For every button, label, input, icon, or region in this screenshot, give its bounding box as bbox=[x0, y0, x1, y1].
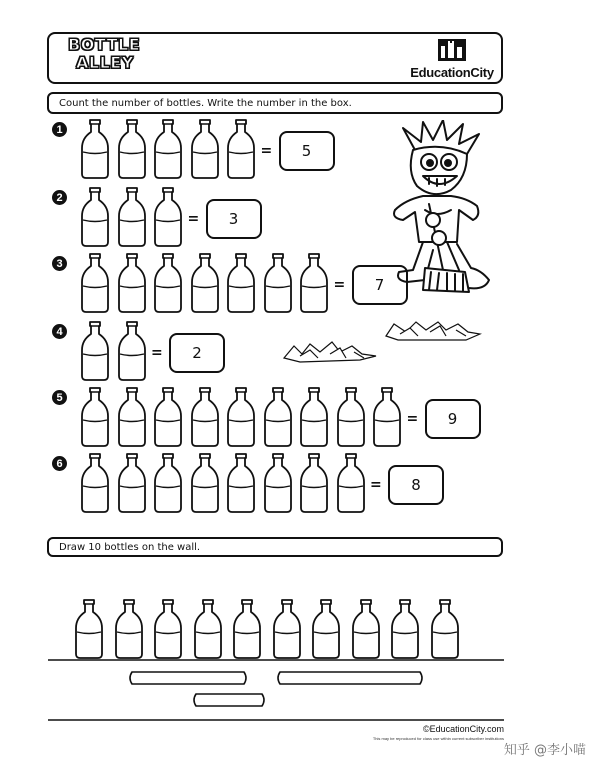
bottle-icon bbox=[153, 598, 183, 660]
bottle bbox=[263, 386, 293, 448]
bottle bbox=[190, 386, 220, 448]
bottle-icon bbox=[190, 118, 220, 180]
educationcity-logo bbox=[404, 38, 500, 82]
bottle bbox=[226, 386, 256, 448]
bottle bbox=[80, 320, 110, 382]
bottle-alley-logo bbox=[56, 36, 146, 80]
exercise-number: 5 bbox=[52, 390, 67, 405]
bottle bbox=[190, 252, 220, 314]
bottle bbox=[117, 452, 147, 514]
bottle-icon bbox=[263, 452, 293, 514]
bottle-icon bbox=[226, 118, 256, 180]
wall-bottle bbox=[272, 598, 302, 660]
bottle bbox=[117, 186, 147, 248]
wall-bottle bbox=[232, 598, 262, 660]
bottle bbox=[80, 186, 110, 248]
bottle bbox=[153, 186, 183, 248]
wall bbox=[48, 658, 508, 722]
bottle-icon bbox=[226, 252, 256, 314]
equals-sign: = bbox=[187, 211, 200, 227]
bottle-icon bbox=[114, 598, 144, 660]
bottle-icon bbox=[430, 598, 460, 660]
wall-bottle bbox=[153, 598, 183, 660]
bottle bbox=[226, 118, 256, 180]
bottle-icon bbox=[263, 252, 293, 314]
bottle bbox=[117, 118, 147, 180]
wall-bottle bbox=[74, 598, 104, 660]
bottle-icon bbox=[80, 118, 110, 180]
wall-bottle bbox=[390, 598, 420, 660]
bottle bbox=[153, 386, 183, 448]
exercise-number: 2 bbox=[52, 190, 67, 205]
bottle-icon bbox=[299, 452, 329, 514]
bottle-icon bbox=[193, 598, 223, 660]
equals-sign: = bbox=[260, 143, 273, 159]
answer-box[interactable]: 5 bbox=[279, 131, 335, 171]
copyright: ©EducationCity.com bbox=[423, 724, 504, 734]
bottle bbox=[80, 452, 110, 514]
bottle-icon bbox=[263, 386, 293, 448]
watermark: 知乎 @李小喵 bbox=[503, 743, 586, 758]
equals-sign: = bbox=[406, 411, 419, 427]
bottle-icon bbox=[190, 252, 220, 314]
equals-sign: = bbox=[333, 277, 346, 293]
bottle-icon bbox=[153, 252, 183, 314]
bottle-icon bbox=[299, 386, 329, 448]
bottle-icon bbox=[153, 118, 183, 180]
bottle bbox=[263, 452, 293, 514]
bottle-icon bbox=[390, 598, 420, 660]
answer-box[interactable]: 3 bbox=[206, 199, 262, 239]
wall-bottle bbox=[430, 598, 460, 660]
exercise-number: 6 bbox=[52, 456, 67, 471]
bottle bbox=[336, 452, 366, 514]
wall-bottle bbox=[351, 598, 381, 660]
bottle bbox=[190, 452, 220, 514]
bottle-icon bbox=[117, 252, 147, 314]
bottle-icon bbox=[299, 252, 329, 314]
exercise-number: 3 bbox=[52, 256, 67, 271]
bottle bbox=[336, 386, 366, 448]
bottle bbox=[117, 386, 147, 448]
equals-sign: = bbox=[370, 477, 382, 493]
bottle-icon bbox=[80, 386, 110, 448]
bottle-icon bbox=[336, 452, 366, 514]
bottle bbox=[117, 252, 147, 314]
answer-box[interactable]: 2 bbox=[169, 333, 225, 373]
bottle-icon bbox=[80, 186, 110, 248]
answer-box[interactable]: 7 bbox=[352, 265, 408, 305]
bottle-icon bbox=[372, 386, 402, 448]
bottle bbox=[80, 386, 110, 448]
bottle-icon bbox=[336, 386, 366, 448]
count-instruction-text: Count the number of bottles. Write the number in the box. bbox=[59, 97, 352, 109]
draw-instruction bbox=[47, 537, 503, 557]
bottle-icon bbox=[311, 598, 341, 660]
bottle-icon bbox=[117, 320, 147, 382]
bottle-icon bbox=[153, 186, 183, 248]
bottle bbox=[372, 386, 402, 448]
bottle-icon bbox=[226, 386, 256, 448]
answer-box[interactable]: 8 bbox=[388, 465, 444, 505]
bottle-icon bbox=[232, 598, 262, 660]
equals-sign: = bbox=[151, 345, 163, 361]
bottle-icon bbox=[117, 452, 147, 514]
bottle-icon bbox=[226, 452, 256, 514]
logo-line1: BOTTLE bbox=[68, 35, 141, 54]
bottle-icon bbox=[351, 598, 381, 660]
bottle bbox=[80, 252, 110, 314]
exercise-number: 1 bbox=[52, 122, 67, 137]
bottle-icon bbox=[153, 452, 183, 514]
debris-pile-right bbox=[382, 318, 482, 344]
usage-notice: This may be reproduced for class use within current subscriber institutions bbox=[372, 736, 504, 741]
bottle-icon bbox=[272, 598, 302, 660]
bottle bbox=[263, 252, 293, 314]
bottle-icon bbox=[80, 252, 110, 314]
bottle-icon bbox=[80, 452, 110, 514]
bottle bbox=[226, 252, 256, 314]
bottle bbox=[153, 452, 183, 514]
bottle-icon bbox=[80, 320, 110, 382]
bottle bbox=[299, 252, 329, 314]
bottle-icon bbox=[117, 118, 147, 180]
draw-instruction-text: Draw 10 bottles on the wall. bbox=[59, 541, 201, 553]
answer-box[interactable]: 9 bbox=[425, 399, 481, 439]
bottle-icon bbox=[190, 386, 220, 448]
wall-bottle bbox=[193, 598, 223, 660]
exercise-number: 4 bbox=[52, 324, 67, 339]
wall-bottle bbox=[114, 598, 144, 660]
bottle bbox=[153, 252, 183, 314]
wall-bottle bbox=[311, 598, 341, 660]
bottle-icon bbox=[117, 186, 147, 248]
bottle-icon bbox=[117, 386, 147, 448]
bottle-icon bbox=[190, 452, 220, 514]
logo-line2: ALLEY bbox=[76, 53, 134, 72]
bottle bbox=[226, 452, 256, 514]
bottle bbox=[190, 118, 220, 180]
cartoon-character-sweeping bbox=[385, 120, 495, 300]
brand-name: EducationCity bbox=[410, 65, 494, 80]
bottle-icon bbox=[153, 386, 183, 448]
debris-pile-left bbox=[280, 338, 380, 364]
bottle-icon bbox=[74, 598, 104, 660]
bottle bbox=[299, 386, 329, 448]
count-instruction bbox=[47, 92, 503, 114]
bottle bbox=[299, 452, 329, 514]
castle-icon bbox=[437, 38, 467, 62]
bottle bbox=[80, 118, 110, 180]
bottle bbox=[117, 320, 147, 382]
bottle bbox=[153, 118, 183, 180]
